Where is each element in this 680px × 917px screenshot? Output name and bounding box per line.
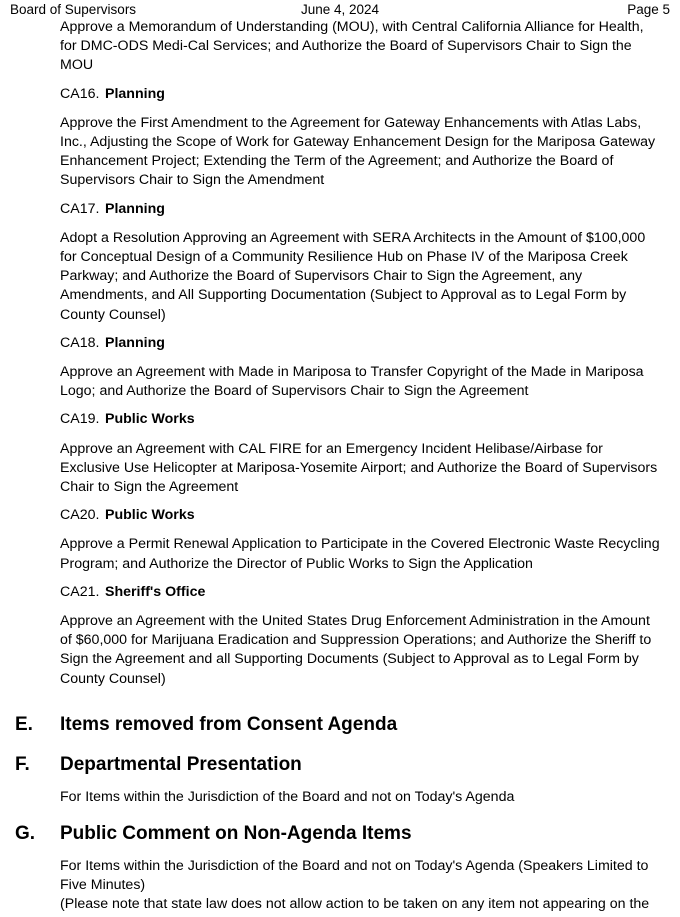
item-description-ca16: Approve the First Amendment to the Agreement for Gateway Enhancements with Atlas Labs, Inc., Adjusting the Scope of Work for Gateway Enhancement Design for the Mariposa Gateway Enhancement Project; Extending the Term of the Agreement; and Authorize the Board of Supervisors Chair to Sign the Amendment — [60, 114, 656, 189]
section-heading-f — [15, 753, 302, 777]
section-title: Public Comment on Non-Agenda Items — [60, 823, 412, 844]
item-department: Planning — [105, 85, 165, 102]
section-heading-e — [15, 713, 397, 737]
page-header — [10, 1, 670, 19]
item-department: Sheriff's Office — [105, 583, 206, 600]
section-letter: F. — [15, 754, 30, 775]
item-department: Public Works — [105, 411, 195, 428]
item-number: CA17. — [60, 200, 100, 217]
section-title: Departmental Presentation — [60, 754, 302, 775]
item-heading-ca19 — [60, 410, 660, 429]
section-title: Items removed from Consent Agenda — [60, 714, 398, 735]
section-letter: G. — [15, 823, 36, 844]
item-heading-ca16 — [60, 85, 660, 104]
item-description-ca19: Approve an Agreement with CAL FIRE for an Emergency Incident Helibase/Airbase for Exclusive Use Helicopter at Mariposa-Yosemite Airport; and Authorize the Board of Supervisors Chair to Sign the Agreement — [60, 440, 658, 496]
header-board-name: Board of Supervisors — [10, 2, 137, 17]
item-heading-ca21 — [60, 583, 660, 602]
item-number: CA19. — [60, 411, 100, 428]
item-heading-ca20 — [60, 506, 660, 525]
item-department: Planning — [105, 334, 165, 351]
item-description-ca18: Approve an Agreement with Made in Mariposa to Transfer Copyright of the Made in Mariposa Logo; and Authorize the Board of Supervisors Chair to Sign the Agreement — [60, 364, 644, 400]
section-g-text: For Items within the Jurisdiction of the Board and not on Today's Agenda (Speakers Limited to Five Minutes) — [60, 858, 649, 894]
section-letter: E. — [15, 714, 33, 735]
item-heading-ca17 — [60, 200, 660, 219]
item-heading-ca18 — [60, 334, 660, 353]
item-department: Public Works — [105, 507, 195, 524]
item-description-continued: Approve a Memorandum of Understanding (MOU), with Central California Alliance for Health, for DMC-ODS Medi-Cal Services; and Authorize the Board of Supervisors Chair to Sign the MOU — [60, 19, 644, 74]
item-number: CA18. — [60, 334, 100, 351]
header-page-number: Page 5 — [627, 2, 670, 17]
item-number: CA21. — [60, 583, 100, 600]
consent-items — [60, 18, 660, 689]
item-description-ca20: Approve a Permit Renewal Application to Participate in the Covered Electronic Waste Recycling Program; and Authorize the Director of Public Works to Sign the Application — [60, 536, 660, 572]
header-date: June 4, 2024 — [300, 2, 380, 17]
section-f-text: For Items within the Jurisdiction of the Board and not on Today's Agenda — [60, 789, 515, 805]
section-heading-g — [15, 822, 412, 846]
item-description-ca17: Adopt a Resolution Approving an Agreement with SERA Architects in the Amount of $100,000 for Conceptual Design of a Community Resilience Hub on Phase IV of the Mariposa Creek Parkway; and Authorize the Board of Supervisors Chair to Sign the Agreement, any Amendments, and All Supporting Documentation (Subject to Approval as to Legal Form by County Counsel) — [60, 229, 646, 323]
section-g-note: (Please note that state law does not allow action to be taken on any item not appearing on the — [60, 896, 650, 912]
item-department: Planning — [105, 200, 165, 217]
item-description-ca21: Approve an Agreement with the United States Drug Enforcement Administration in the Amount of $60,000 for Marijuana Eradication and Suppression Operations; and Authorize the Sheriff to Sign the Agreement and all Supporting Documents (Subject to Approval as to Legal Form by County Counsel) — [60, 613, 652, 687]
item-number: CA20. — [60, 507, 100, 524]
item-number: CA16. — [60, 85, 100, 102]
